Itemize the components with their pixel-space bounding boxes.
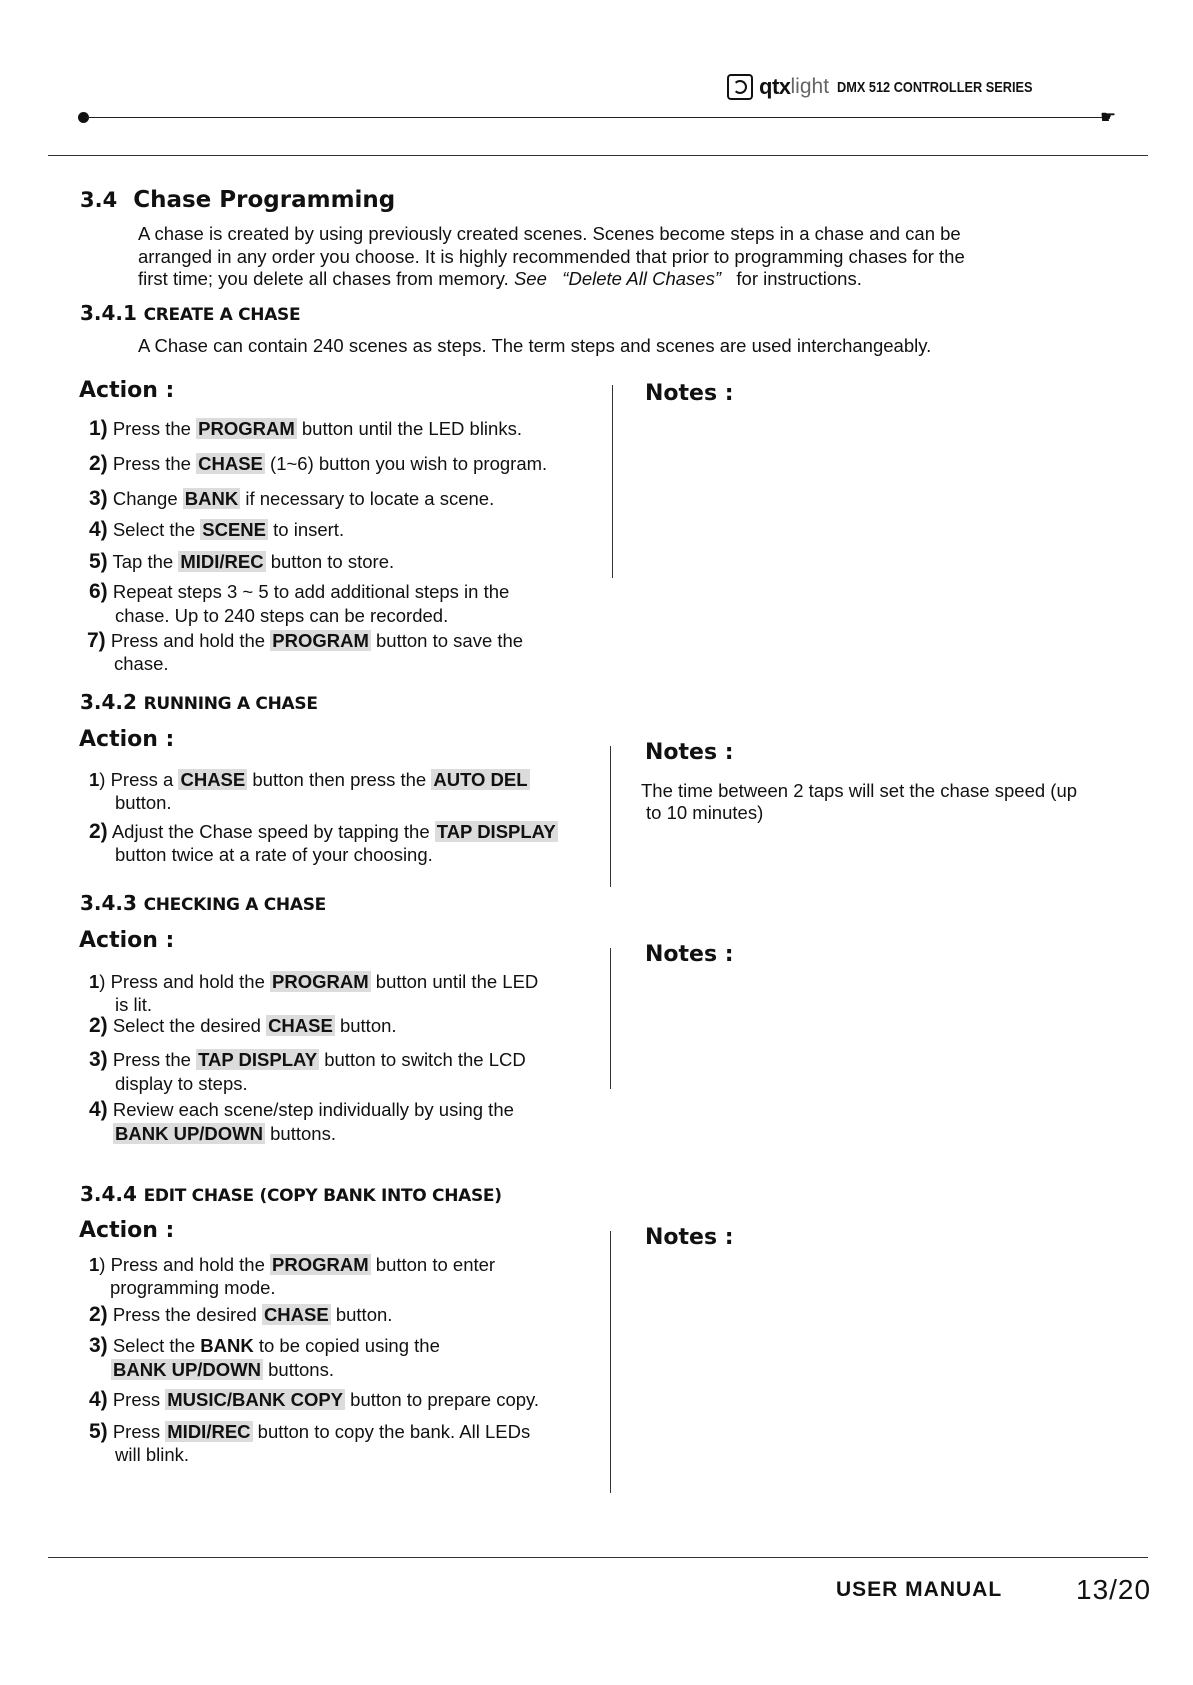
step-item: 2) Adjust the Chase speed by tapping the TAP DISPLAY (89, 820, 556, 843)
step-item: 7) Press and hold the PROGRAM button to save the (87, 629, 524, 652)
key-label: AUTO DEL (433, 769, 528, 790)
column-divider (610, 948, 611, 1089)
brand-light: light (790, 75, 830, 98)
intro-line-2: arranged in any order you choose. It is highly recommended that prior to programming chases for the (138, 246, 965, 267)
step-item: 2) Select the desired CHASE button. (89, 1014, 397, 1037)
series-title: DMX 512 CONTROLLER SERIES (837, 78, 1033, 96)
header-line (86, 117, 1110, 118)
subsection-number: 3.4.1 (80, 301, 137, 325)
notes-label: Notes : (645, 381, 734, 406)
brand-header (727, 74, 1067, 100)
key-label: TAP DISPLAY (198, 1049, 318, 1070)
subsection-title-running (80, 690, 318, 714)
key-label: MUSIC/BANK COPY (167, 1389, 344, 1410)
key-label: CHASE (198, 453, 263, 474)
subsection-title-create (80, 301, 300, 325)
step-item: 1) Press and hold the PROGRAM button to enter (89, 1254, 496, 1275)
step-item: 4) Press MUSIC/BANK COPY button to prepare copy. (89, 1388, 540, 1411)
key-label: TAP DISPLAY (436, 821, 556, 842)
column-divider (610, 746, 611, 887)
subsection-number: 3.4.3 (80, 891, 137, 915)
brand-qtx: qtx (759, 74, 791, 99)
step-item: 2) Press the desired CHASE button. (89, 1303, 393, 1326)
action-label: Action : (79, 727, 175, 752)
brand-logo-icon (727, 74, 753, 100)
action-label: Action : (79, 1218, 175, 1243)
delete-all-chases-reference: “Delete All Chases” (562, 268, 721, 289)
step-continuation: chase. (114, 653, 169, 674)
key-label: BANK UP/DOWN (113, 1359, 261, 1380)
key-label: PROGRAM (272, 630, 369, 651)
page-number: 13/20 (1076, 1574, 1152, 1605)
section-title-text: Chase Programming (133, 187, 396, 213)
subsection-title-checking (80, 891, 326, 915)
step-item: 3) Change BANK if necessary to locate a scene. (89, 487, 495, 510)
step-item: 6) Repeat steps 3 ~ 5 to add additional steps in the (89, 580, 510, 603)
step-item: 5) Tap the MIDI/REC button to store. (89, 550, 395, 573)
step-continuation: BANK UP/DOWN buttons. (113, 1359, 334, 1380)
intro-see: See (513, 268, 547, 289)
subsection-number: 3.4.2 (80, 690, 137, 714)
key-label: CHASE (268, 1015, 333, 1036)
key-label: BANK (184, 488, 239, 509)
subsection-number: 3.4.4 (80, 1182, 137, 1206)
subsection-title-text: CREATE A CHASE (143, 305, 301, 325)
notes-label: Notes : (645, 740, 734, 765)
intro-tail: for instructions. (736, 268, 862, 289)
intro-line-1: A chase is created by using previously created scenes. Scenes become steps in a chase and can be (138, 223, 961, 244)
footer-label: USER MANUAL (836, 1578, 1003, 1601)
key-label: BANK UP/DOWN (115, 1123, 263, 1144)
action-label: Action : (79, 378, 175, 403)
step-item: 4) Review each scene/step individually by using the (89, 1098, 514, 1121)
create-description: A Chase can contain 240 scenes as steps. The term steps and scenes are used interchangeably. (138, 335, 932, 356)
key-label: PROGRAM (198, 418, 295, 439)
key-label: PROGRAM (272, 971, 369, 992)
key-label: MIDI/REC (167, 1421, 251, 1442)
section-title (80, 187, 395, 213)
step-item: 1) Press a CHASE button then press the AUTO DEL (89, 769, 528, 790)
key-label: CHASE (180, 769, 246, 790)
step-item: 1) Press the PROGRAM button until the LED blinks. (89, 417, 522, 440)
action-label: Action : (79, 928, 175, 953)
notes-text-line-1: The time between 2 taps will set the chase speed (up (641, 780, 1078, 801)
step-continuation: chase. Up to 240 steps can be recorded. (115, 605, 449, 626)
subsection-title-edit (80, 1182, 502, 1206)
key-label: SCENE (202, 519, 266, 540)
key-label: CHASE (263, 1304, 329, 1325)
subsection-title-text: RUNNING A CHASE (143, 694, 318, 714)
bank-label: BANK (200, 1335, 254, 1356)
step-item: 1) Press and hold the PROGRAM button until the LED (89, 971, 539, 992)
column-divider (610, 1231, 611, 1493)
step-continuation: button. (115, 792, 172, 813)
step-continuation: programming mode. (110, 1277, 276, 1298)
notes-label: Notes : (645, 1225, 734, 1250)
pointing-hand-icon: ☛ (1100, 107, 1117, 127)
notes-label: Notes : (645, 942, 734, 967)
header-rule (48, 155, 1148, 156)
step-continuation: button twice at a rate of your choosing. (115, 844, 433, 865)
key-label: PROGRAM (272, 1254, 369, 1275)
subsection-title-text: CHECKING A CHASE (143, 895, 326, 915)
notes-text-line-2: to 10 minutes) (646, 802, 764, 823)
intro-line-3-text: first time; you delete all chases from memory. (138, 268, 509, 289)
step-item: 2) Press the CHASE (1~6) button you wish to program. (89, 452, 548, 475)
step-item: 3) Select the BANK to be copied using the (89, 1334, 440, 1357)
step-item: 3) Press the TAP DISPLAY button to switch the LCD (89, 1048, 526, 1071)
subsection-title-text: EDIT CHASE (COPY BANK INTO CHASE) (143, 1186, 502, 1206)
footer-rule (48, 1557, 1148, 1558)
section-number: 3.4 (80, 188, 118, 212)
step-continuation: BANK UP/DOWN buttons. (115, 1123, 336, 1144)
column-divider (612, 385, 613, 578)
intro-line-3 (138, 268, 862, 290)
step-item: 5) Press MIDI/REC button to copy the bank. All LEDs (89, 1420, 531, 1443)
step-item: 4) Select the SCENE to insert. (89, 518, 345, 541)
step-continuation: will blink. (115, 1444, 190, 1465)
key-label: MIDI/REC (180, 551, 264, 572)
step-continuation: is lit. (115, 994, 152, 1015)
step-continuation: display to steps. (115, 1073, 248, 1094)
